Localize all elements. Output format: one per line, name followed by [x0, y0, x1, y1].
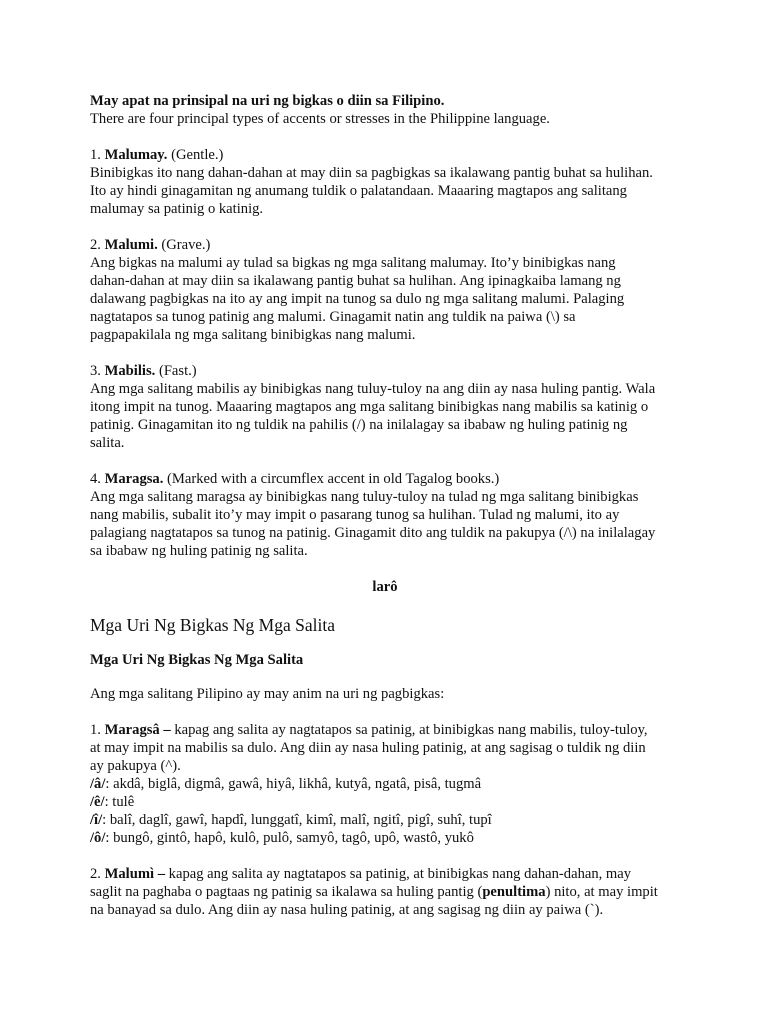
page-heading: Mga Uri Ng Bigkas Ng Mga Salita [90, 615, 335, 635]
section-line: Ang mga salitang maragsa ay binibigkas nang tuluy-tuloy na tulad ng mga salitang binibigkas [90, 489, 639, 505]
document-page [90, 92, 680, 919]
section-line: patinig. Ginagamitan ito ng tuldik na pahilis (/) na inilalagay sa ibabaw ng huling patinig ng [90, 417, 628, 433]
example-line: /ê/: tulê [90, 794, 135, 810]
section-maragsa [90, 470, 680, 560]
section-malumi [90, 236, 680, 344]
item-line: saglit na paghaba o pagtaas ng patinig sa ikalawa sa huling pantig (penultima) nito, at may impit [90, 884, 658, 900]
section-line: sa ibabaw ng huling patinig ng salita. [90, 543, 308, 559]
section-line: dalawang pagbigkas na ito ay ang impit na tunog sa dulo ng mga salitang malumi. Palaging [90, 291, 625, 307]
item-malumi [90, 865, 680, 919]
example-line: /ô/: bungô, gintô, hapô, kulô, pulô, samyô, tagô, upô, wastô, yukô [90, 830, 474, 846]
section-line: Binibigkas ito nang dahan-dahan at may diin sa pagbigkas sa ikalawang pantig buhat sa hulihan. [90, 165, 653, 181]
section-line: Ang mga salitang mabilis ay binibigkas nang tuluy-tuloy na ang diin ay nasa huling pantig. Wala [90, 381, 656, 397]
section-line: nagtatapos sa tunog patinig ang malumi. Ginagamit natin ang tuldik na paiwa (\) sa [90, 309, 576, 325]
example-line: /â/: akdâ, biglâ, digmâ, gawâ, hiyâ, likhâ, kutyâ, ngatâ, pisâ, tugmâ [90, 776, 482, 792]
section-line: pagpapakilala ng mga salitang binibigkas nang malumi. [90, 327, 416, 343]
section-line: nang mabilis, subalit ito’y may impit o pasarang tunog sa hulihan. Tulad ng malumi, ito ay [90, 507, 620, 523]
example-line: /î/: balî, daglî, gawî, hapdî, lunggatî, kimî, malî, ngitî, pigî, suhî, tupî [90, 812, 492, 828]
item-line: ay pakupya (^). [90, 758, 181, 774]
center-word: larô [372, 579, 398, 595]
item-line: at may impit na mabilis sa dulo. Ang diin ay nasa huling patinig, at ang sagisag o tuldik ng diin [90, 740, 646, 756]
item-maragsa [90, 721, 680, 847]
section-line: Ito ay hindi ginagamitan ng anumang tuldik o palatandaan. Maaaring magtapos ang salitang [90, 183, 627, 199]
sub-heading: Mga Uri Ng Bigkas Ng Mga Salita [90, 652, 304, 668]
intro-paragraph: Ang mga salitang Pilipino ay may anim na uri ng pagbigkas: [90, 686, 445, 702]
section-mabilis [90, 362, 680, 452]
section-line: dahan-dahan at may diin sa ikalawang pantig buhat sa hulihan. Ang ipinagkaiba lamang ng [90, 273, 621, 289]
intro-subtitle: There are four principal types of accents or stresses in the Philippine language. [90, 111, 550, 127]
intro-title: May apat na prinsipal na uri ng bigkas o diin sa Filipino. [90, 93, 445, 109]
item-line: na banayad sa dulo. Ang diin ay nasa huling patinig, at ang sagisag ng diin ay paiwa (`). [90, 902, 604, 918]
section-line: malumay sa patinig o katinig. [90, 201, 264, 217]
section-malumay [90, 146, 680, 218]
section-line: salita. [90, 435, 125, 451]
item-line: 2. Malumì – kapag ang salita ay nagtatapos sa patinig, at binibigkas nang dahan-dahan, may [90, 866, 632, 882]
section-heading: 4. Maragsa. (Marked with a circumflex accent in old Tagalog books.) [90, 471, 500, 487]
section-line: itong impit na tunog. Maaaring magtapos ang mga salitang binibigkas nang mabilis sa katinig o [90, 399, 649, 415]
item-line: 1. Maragsâ – kapag ang salita ay nagtatapos sa patinig, at binibigkas nang mabilis, tuloy-tuloy, [90, 722, 648, 738]
section-line: palagiang nagtatapos sa tunog na patinig. Ginagamit dito ang tuldik na pakupya (/\) na inilalagay [90, 525, 656, 541]
section-heading: 1. Malumay. (Gentle.) [90, 147, 224, 163]
section-heading: 2. Malumi. (Grave.) [90, 237, 211, 253]
section-line: Ang bigkas na malumi ay tulad sa bigkas ng mga salitang malumay. Ito’y binibigkas nang [90, 255, 616, 271]
section-heading: 3. Mabilis. (Fast.) [90, 363, 197, 379]
